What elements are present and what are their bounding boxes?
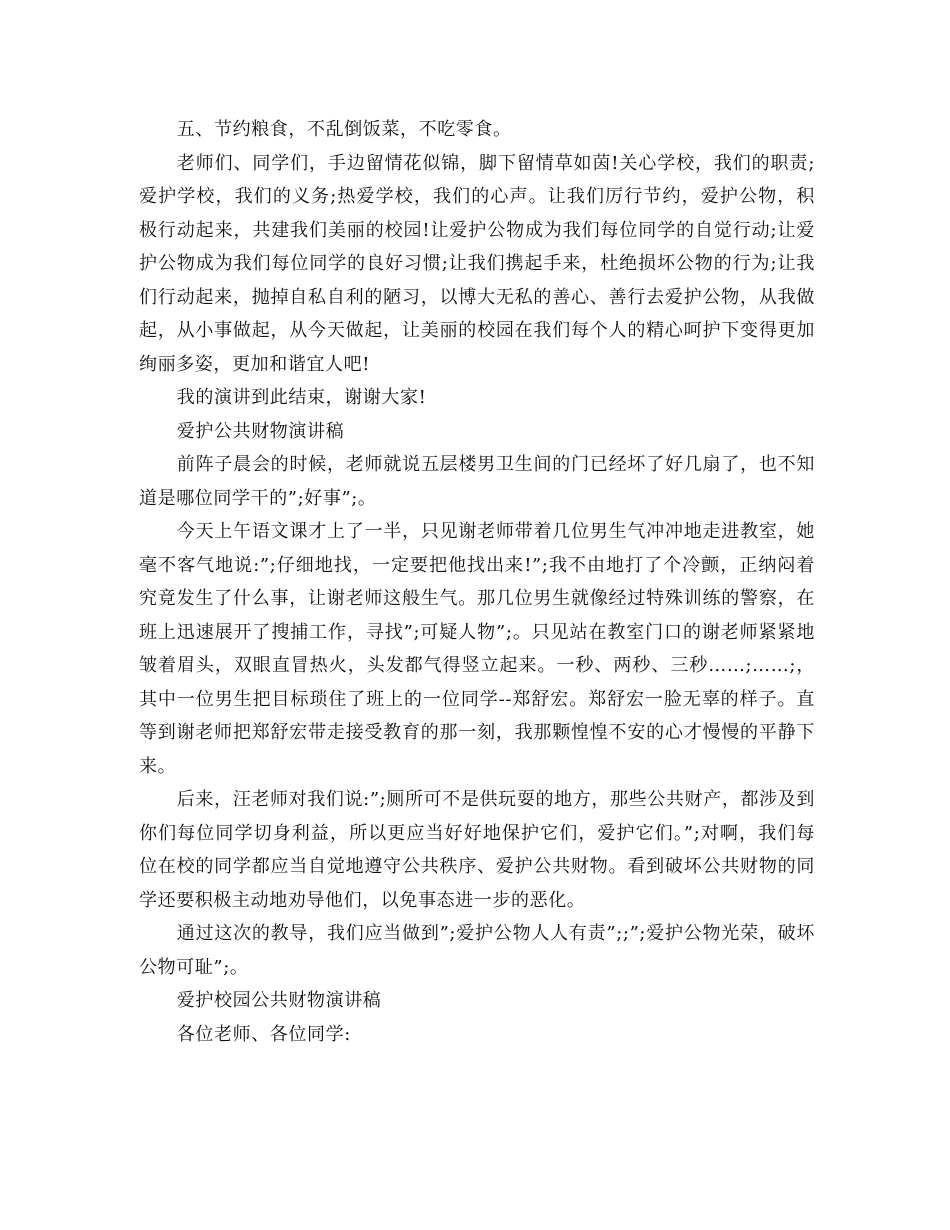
document-body (139, 113, 815, 1051)
section-heading-1: 爱护公共财物演讲稿 (176, 420, 345, 442)
section-heading-2: 爱护校园公共财物演讲稿 (176, 990, 382, 1011)
paragraph-6: 后来，汪老师对我们说:”;厕所可不是供玩耍的地方，那些公共财产，都涉及到你们每位同学切身利益，所以更应当好好地保护它们，爱护它们。”;对啊，我们每位在校的同学都应当自觉地遵守公共秩序、爱护公共财物。看到破坏公共财物的同学还要积极主动地劝导他们，以免事态进一步的恶化。 (139, 789, 815, 911)
paragraph-2: 老师们、同学们，手边留情花似锦，脚下留情草如茵!关心学校，我们的职责;爱护学校，我们的义务;热爱学校，我们的心声。让我们厉行节约，爱护公物，积极行动起来，共建我们美丽的校园!让爱护公物成为我们每位同学的自觉行动;让爱护公物成为我们每位同学的良好习惯;让我们携起手来，杜绝损坏公物的行为;让我们行动起来，抛掉自私自利的陋习，以博大无私的善心、善行去爱护公物，从我做起，从小事做起，从今天做起，让美丽的校园在我们每个人的精心呵护下变得更加绚丽多姿，更加和谐宜人吧! (139, 152, 815, 375)
paragraph-3: 我的演讲到此结束，谢谢大家! (176, 387, 427, 408)
salutation: 各位老师、各位同学: (176, 1023, 351, 1045)
paragraph-7: 通过这次的教导，我们应当做到”;爱护公物人人有责”;;”;爱护公物光荣，破坏公物可耻”;。 (139, 923, 815, 978)
paragraph-5: 今天上午语文课才上了一半，只见谢老师带着几位男生气冲冲地走进教室，她毫不客气地说:”;仔细地找，一定要把他找出来!”;我不由地打了个冷颤，正纳闷着究竟发生了什么事，让谢老师这般生气。那几位男生就像经过特殊训练的警察，在班上迅速展开了搜捕工作，寻找”;可疑人物”;。只见站在教室门口的谢老师紧紧地皱着眉头，双眼直冒热火，头发都气得竖立起来。一秒、两秒、三秒……;……;，其中一位男生把目标琐住了班上的一位同学--郑舒宏。郑舒宏一脸无辜的样子。直等到谢老师把郑舒宏带走接受教育的那一刻，我那颗惶惶不安的心才慢慢的平静下来。 (139, 521, 815, 777)
paragraph-4: 前阵子晨会的时候，老师就说五层楼男卫生间的门已经坏了好几扇了，也不知道是哪位同学干的”;好事”;。 (139, 454, 815, 509)
paragraph-1: 五、节约粮食，不乱倒饭菜，不吃零食。 (176, 119, 512, 140)
